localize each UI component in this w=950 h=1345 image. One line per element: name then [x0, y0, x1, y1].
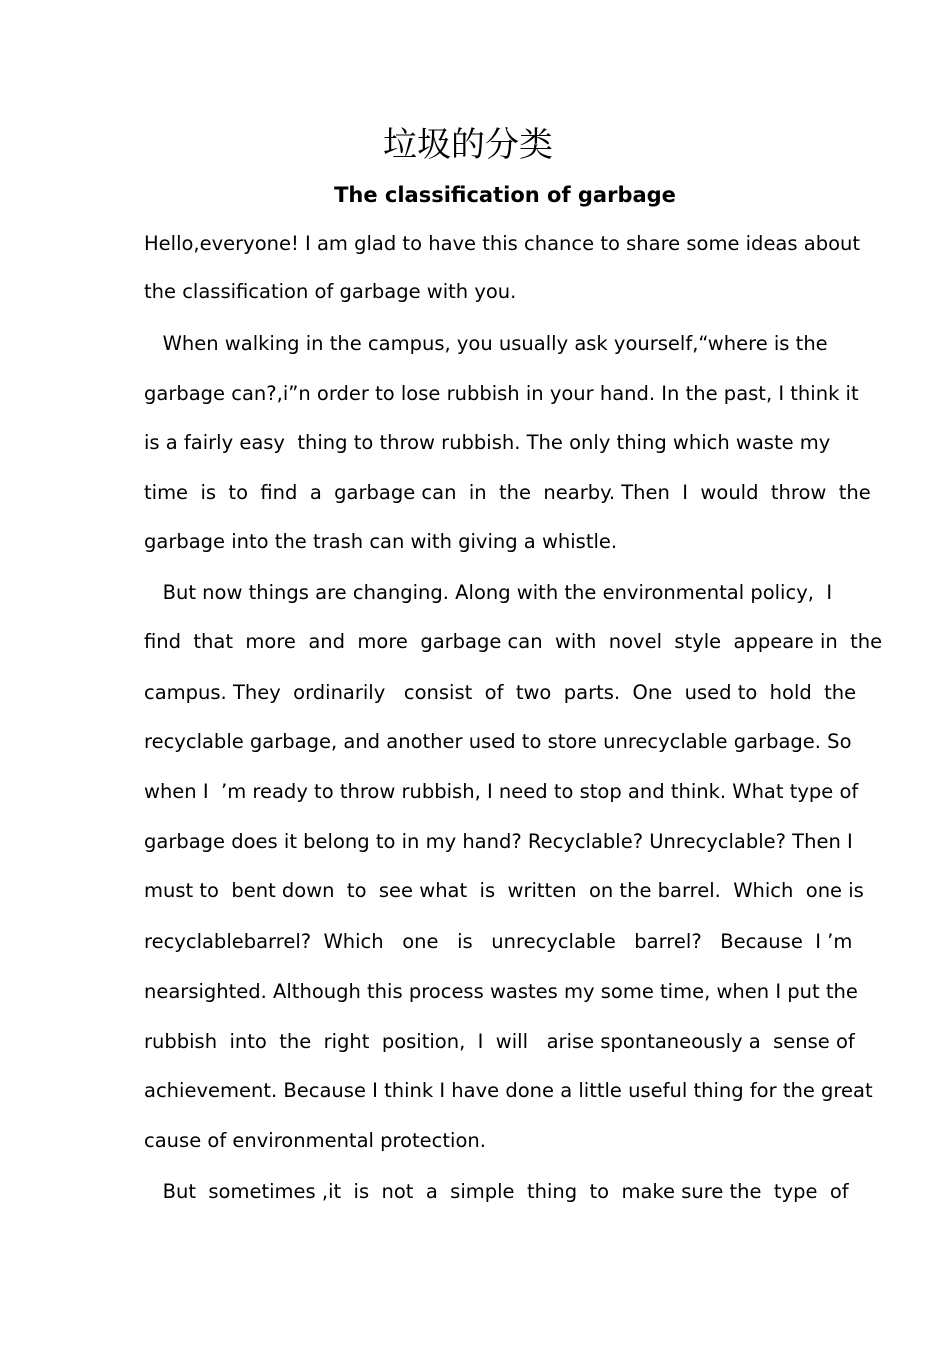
body-line: rubbish into the right position, I will arise spontaneously a sense of — [144, 1030, 855, 1053]
body-line: recyclable garbage, and another used to store unrecyclable garbage. So — [144, 730, 852, 753]
body-line: is a fairly easy thing to throw rubbish. The only thing which waste my — [144, 431, 831, 454]
body-line: Hello,everyone! I am glad to have this chance to share some ideas about — [144, 232, 861, 255]
body-line: find that more and more garbage can with novel style appeare in the — [144, 630, 883, 653]
body-line: must to bent down to see what is written on the barrel. Which one is — [144, 879, 864, 902]
body-line: when I ’m ready to throw rubbish, I need to stop and think. What type of — [144, 780, 859, 803]
chinese-title: 垃圾的分类 — [383, 125, 553, 165]
english-title: The classification of garbage — [334, 183, 676, 207]
body-line: garbage can?,i”n order to lose rubbish in your hand. In the past, I think it — [144, 382, 859, 405]
body-line: But sometimes ,it is not a simple thing to make sure the type of — [144, 1180, 849, 1203]
body-line: cause of environmental protection. — [144, 1129, 486, 1152]
body-line: When walking in the campus, you usually ask yourself,“where is the — [144, 332, 828, 355]
body-line: garbage does it belong to in my hand? Recyclable? Unrecyclable? Then I — [144, 830, 853, 853]
body-line: garbage into the trash can with giving a whistle. — [144, 530, 618, 553]
body-line: achievement. Because I think I have done a little useful thing for the great — [144, 1079, 873, 1102]
body-line: nearsighted. Although this process wastes my some time, when I put the — [144, 980, 858, 1003]
body-line: campus. They ordinarily consist of two parts. One used to hold the — [144, 681, 857, 704]
body-line: recyclablebarrel? Which one is unrecyclable barrel? Because I ’m — [144, 930, 853, 953]
body-line: But now things are changing. Along with the environmental policy, I — [144, 581, 833, 604]
body-line: time is to find a garbage can in the nearby. Then I would throw the — [144, 481, 871, 504]
body-line: the classification of garbage with you. — [144, 280, 517, 303]
